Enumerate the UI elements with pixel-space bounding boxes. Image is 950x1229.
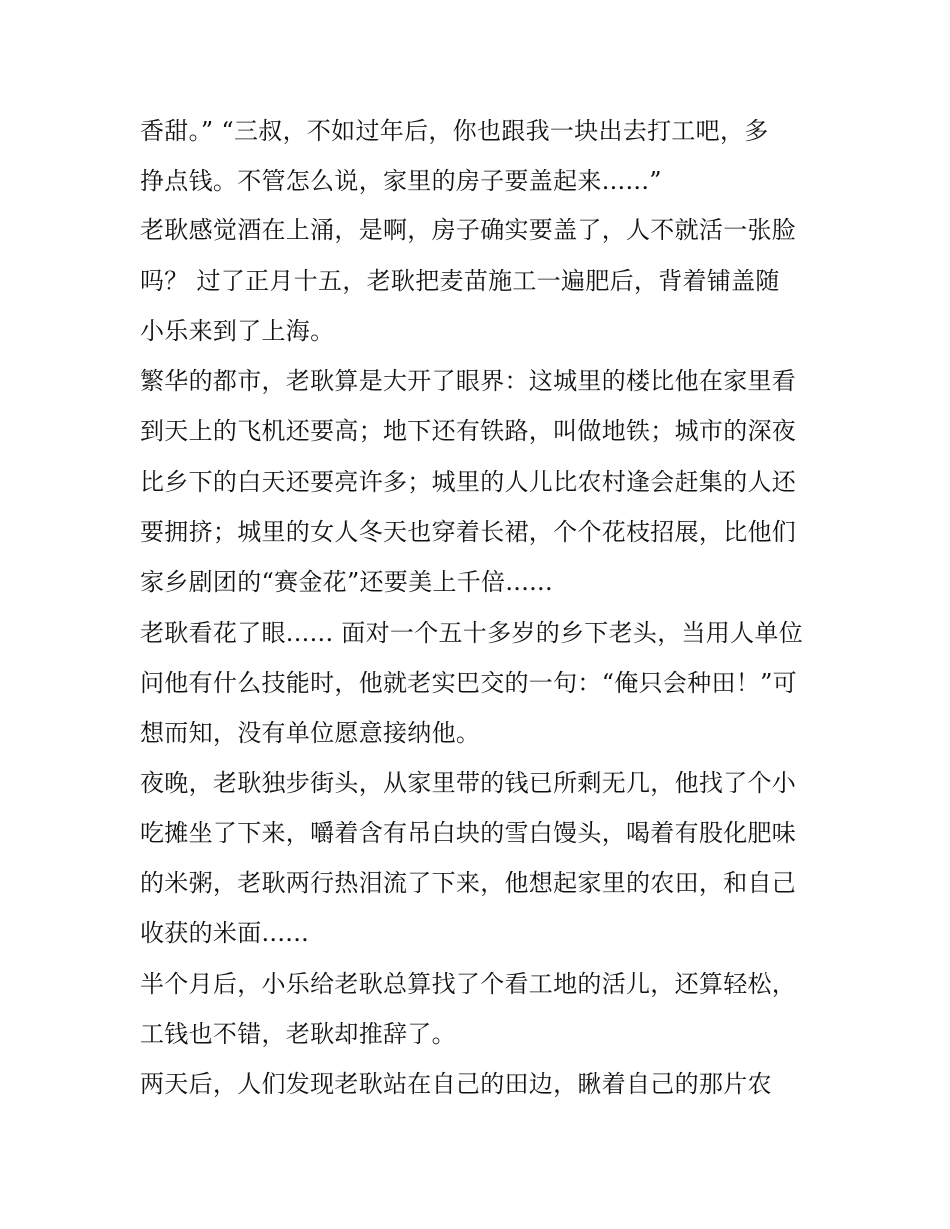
text-line: 家乡剧团的“赛金花”还要美上千倍...... [140,568,553,596]
text-line: 想而知，没有单位愿意接纳他。 [140,719,481,747]
text-line: 两天后，人们发现老耿站在自己的田边，瞅着自己的那片农 [140,1070,772,1098]
text-line: 要拥挤；城里的女人冬天也穿着长裙，个个花枝招展，比他们 [140,518,797,546]
text-line: 到天上的飞机还要高；地下还有铁路，叫做地铁；城市的深夜 [140,417,797,445]
text-line: 收获的米面...... [140,919,310,947]
text-line: 的米粥，老耿两行热泪流了下来，他想起家里的农田，和自己 [140,869,797,897]
text-line: 问他有什么技能时，他就老实巴交的一句：“俺只会种田！”可 [140,669,797,697]
text-line: 半个月后，小乐给老耿总算找了个看工地的活儿，还算轻松， [140,970,797,998]
text-line: 吗？ 过了正月十五，老耿把麦苗施工一遍肥后，背着铺盖随 [140,267,780,295]
text-line: 比乡下的白天还要亮许多；城里的人儿比农村逢会赶集的人还 [140,468,797,496]
text-line: 老耿看花了眼...... 面对一个五十多岁的乡下老头，当用人单位 [140,619,803,647]
text-line: 小乐来到了上海。 [140,317,335,345]
text-line: 吃摊坐了下来，嚼着含有吊白块的雪白馒头，喝着有股化肥味 [140,819,797,847]
text-line: 香甜。” “三叔，不如过年后，你也跟我一块出去打工吧，多 [140,117,769,145]
text-line: 工钱也不错，老耿却推辞了。 [140,1020,456,1048]
text-line: 夜晚，老耿独步街头，从家里带的钱已所剩无几，他找了个小 [140,769,797,797]
text-line: 挣点钱。不管怎么说，家里的房子要盖起来......” [140,167,662,195]
text-line: 老耿感觉酒在上涌，是啊，房子确实要盖了，人不就活一张脸 [140,216,797,244]
text-line: 繁华的都市，老耿算是大开了眼界：这城里的楼比他在家里看 [140,367,797,395]
